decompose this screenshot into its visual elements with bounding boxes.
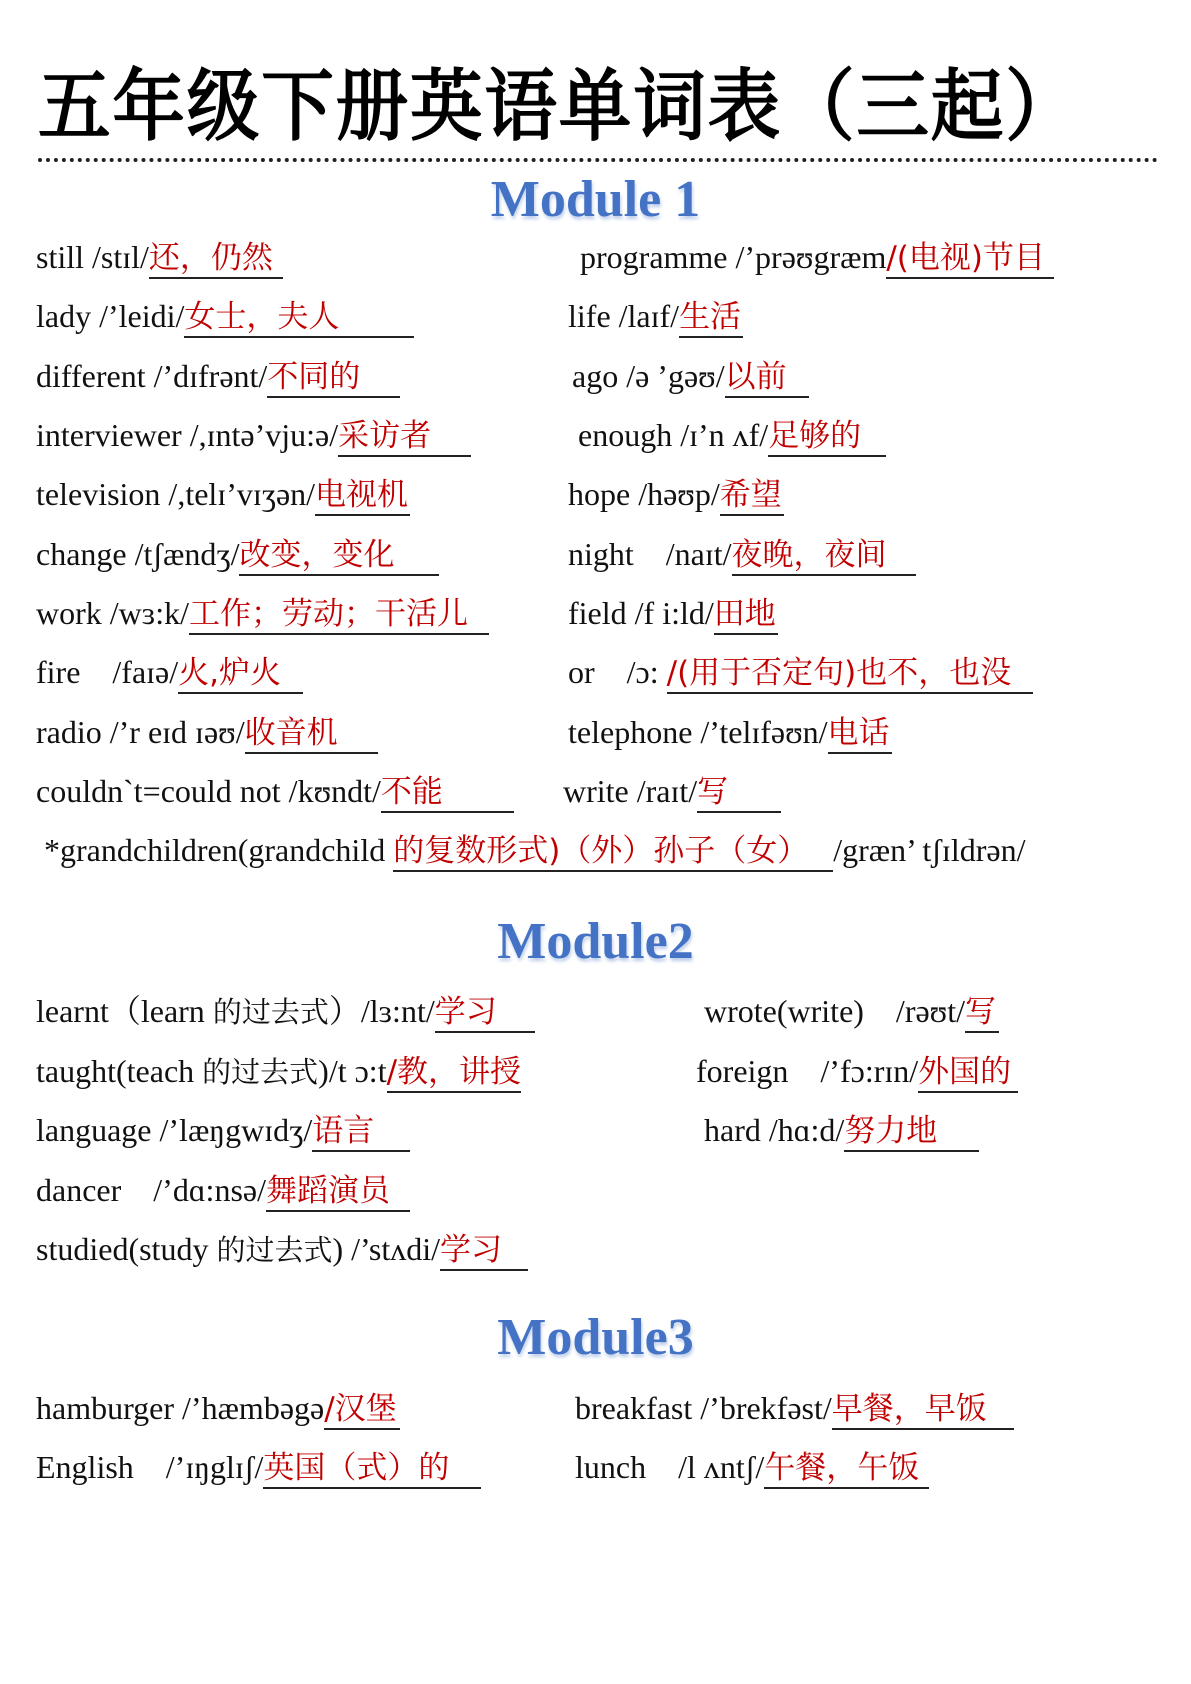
word-phonetic: )/t ɔ:t — [318, 1053, 387, 1089]
word-phonetic: couldn`t=could not /kʊndt/ — [36, 773, 381, 809]
word-meaning: /(电视)节目 — [886, 239, 1054, 279]
vocab-entry — [568, 593, 778, 633]
word-phonetic: enough /ɪ’n ʌf/ — [578, 417, 769, 453]
word-meaning: 写 — [965, 993, 999, 1033]
vocab-entry — [36, 356, 400, 396]
word-meaning: /教，讲授 — [387, 1053, 521, 1093]
word-phonetic: studied(study — [36, 1231, 217, 1267]
word-meaning: 工作；劳动；干活儿 — [189, 595, 489, 635]
word-phonetic: learnt（learn — [36, 993, 213, 1029]
vocab-entry — [36, 415, 471, 455]
vocab-entry — [696, 1051, 1018, 1091]
word-phonetic: wrote(write) /rəʊt/ — [704, 993, 966, 1029]
word-meaning: 希望 — [720, 476, 784, 516]
title-divider — [38, 158, 1158, 162]
word-phonetic: ) /’stʌdi/ — [332, 1231, 441, 1267]
word-meaning: 改变，变化 — [239, 536, 439, 576]
vocab-entry — [36, 1447, 481, 1487]
word-meaning: /(用于否定句)也不，也没 — [667, 654, 1033, 694]
word-meaning: 英国（式）的 — [263, 1449, 481, 1489]
word-meaning: 采访者 — [338, 417, 471, 457]
vocab-entry — [36, 237, 283, 277]
vocab-entry — [580, 237, 1054, 277]
vocab-entry — [36, 593, 489, 633]
vocab-entry — [36, 991, 535, 1031]
word-phonetic: work /wɜ:k/ — [36, 595, 189, 631]
word-phonetic: or /ɔ: — [568, 654, 667, 690]
word-meaning: 的复数形式)（外）孙子（女） — [393, 832, 833, 872]
vocab-entry — [36, 1170, 410, 1210]
vocab-entry — [568, 712, 892, 752]
word-meaning: 电视机 — [315, 476, 410, 516]
word-meaning: 语言 — [312, 1112, 410, 1152]
word-meaning: 舞蹈演员 — [266, 1172, 410, 1212]
word-phonetic: *grandchildren(grandchild — [44, 832, 394, 868]
word-phonetic: different /’dɪfrənt/ — [36, 358, 268, 394]
word-phonetic: interviewer /,ɪntə’vju:ə/ — [36, 417, 339, 453]
word-phonetic: programme /’prəʊgræm — [580, 239, 887, 275]
word-meaning: 火,炉火 — [178, 654, 303, 694]
phonetic-tail: /græn’ tʃɪldrən/ — [833, 832, 1026, 868]
vocab-entry — [36, 1051, 521, 1091]
word-note: 的过去式 — [212, 995, 329, 1029]
word-phonetic: breakfast /’brekfəst/ — [575, 1390, 832, 1426]
word-phonetic: ）/lɜ:nt/ — [328, 993, 435, 1029]
vocab-entry — [36, 712, 378, 752]
word-meaning: 还，仍然 — [149, 239, 283, 279]
module-2-heading: Module2 — [497, 913, 694, 970]
word-phonetic: English /’ɪŋglɪʃ/ — [36, 1449, 264, 1485]
vocab-entry — [36, 1388, 400, 1428]
vocab-entry — [704, 1110, 979, 1150]
vocab-entry — [36, 534, 439, 574]
word-phonetic: change /tʃændʒ/ — [36, 536, 240, 572]
vocab-entry — [563, 771, 781, 811]
vocab-entry — [36, 1110, 410, 1150]
vocab-entry — [578, 415, 886, 455]
vocab-entry — [568, 652, 1033, 692]
word-phonetic: lady /’leidi/ — [36, 298, 185, 334]
page-title: 五年级下册英语单词表（三起） — [38, 62, 1080, 152]
word-phonetic: hamburger /’hæmbəgə — [36, 1390, 325, 1426]
word-phonetic: hope /həʊp/ — [568, 476, 720, 512]
word-meaning: 学习 — [435, 993, 535, 1033]
word-phonetic: hard /hɑ:d/ — [704, 1112, 845, 1148]
word-meaning: 以前 — [725, 358, 809, 398]
word-phonetic: television /,telɪ’vɪʒən/ — [36, 476, 316, 512]
word-meaning: 早餐，早饭 — [832, 1390, 1014, 1430]
word-meaning: 不能 — [381, 773, 514, 813]
word-meaning: 外国的 — [918, 1053, 1018, 1093]
word-phonetic: dancer /’dɑ:nsə/ — [36, 1172, 266, 1208]
word-phonetic: life /laɪf/ — [568, 298, 680, 334]
word-phonetic: foreign /’fɔ:rɪn/ — [696, 1053, 919, 1089]
vocab-entry-extra — [44, 830, 1025, 870]
word-note: 的过去式 — [216, 1233, 333, 1267]
vocab-entry — [568, 474, 784, 514]
vocab-entry — [568, 534, 916, 574]
word-phonetic: lunch /l ʌntʃ/ — [575, 1449, 765, 1485]
vocab-entry — [575, 1388, 1014, 1428]
word-meaning: 午餐，午饭 — [764, 1449, 929, 1489]
word-meaning: 写 — [697, 773, 781, 813]
vocab-entry — [572, 356, 809, 396]
module-3-heading: Module3 — [497, 1309, 694, 1366]
word-meaning: 女士，夫人 — [184, 298, 414, 338]
word-meaning: 努力地 — [844, 1112, 979, 1152]
word-phonetic: taught(teach — [36, 1053, 203, 1089]
word-meaning: 电话 — [828, 714, 892, 754]
vocab-entry — [575, 1447, 929, 1487]
vocab-entry — [36, 296, 414, 336]
word-meaning: 田地 — [714, 595, 778, 635]
word-meaning: 收音机 — [245, 714, 378, 754]
word-meaning: /汉堡 — [324, 1390, 400, 1430]
word-phonetic: field /f i:ld/ — [568, 595, 714, 631]
word-phonetic: ago /ə ’gəʊ/ — [572, 358, 725, 394]
vocab-entry — [568, 296, 743, 336]
word-meaning: 生活 — [679, 298, 743, 338]
vocab-entry — [36, 771, 514, 811]
word-phonetic: write /raɪt/ — [563, 773, 698, 809]
word-meaning: 夜晚，夜间 — [732, 536, 916, 576]
word-meaning: 足够的 — [768, 417, 886, 457]
word-phonetic: radio /’r eɪd ɪəʊ/ — [36, 714, 245, 750]
word-note: 的过去式 — [202, 1055, 319, 1089]
word-meaning: 不同的 — [267, 358, 400, 398]
vocab-entry — [36, 652, 303, 692]
vocab-entry — [36, 474, 410, 514]
word-phonetic: language /’læŋgwɪdʒ/ — [36, 1112, 313, 1148]
vocab-entry — [36, 1229, 528, 1269]
module-1-heading: Module 1 — [490, 171, 701, 228]
word-meaning: 学习 — [440, 1231, 528, 1271]
word-phonetic: fire /faɪə/ — [36, 654, 179, 690]
vocab-entry — [704, 991, 999, 1031]
word-phonetic: telephone /’telɪfəʊn/ — [568, 714, 828, 750]
word-phonetic: still /stɪl/ — [36, 239, 149, 275]
word-phonetic: night /naɪt/ — [568, 536, 732, 572]
